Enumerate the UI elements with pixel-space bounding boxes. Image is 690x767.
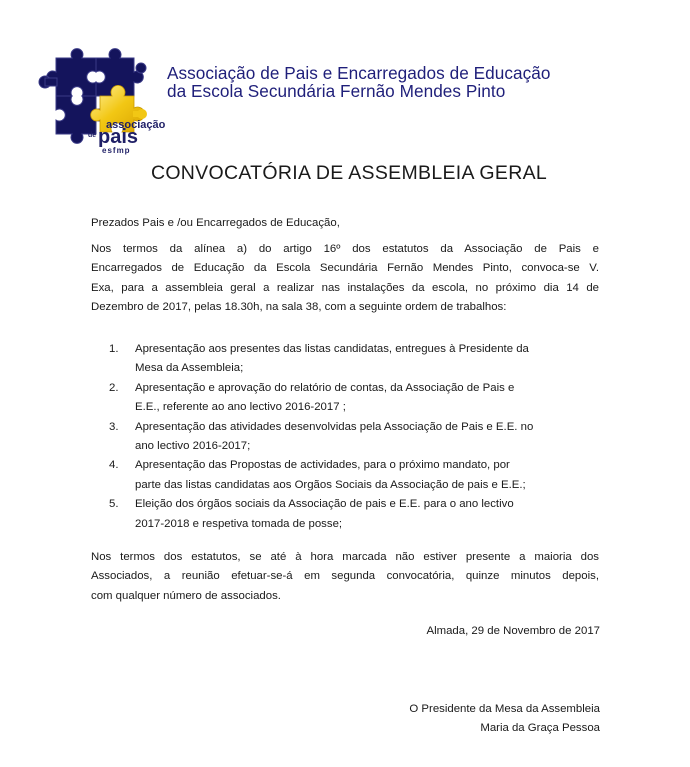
agenda-item-number: 4. — [109, 459, 119, 472]
place-date: Almada, 29 de Novembro de 2017 — [426, 625, 600, 637]
agenda-item-number: 2. — [109, 381, 119, 394]
organization-name-line2: da Escola Secundária Fernão Mendes Pinto — [167, 81, 506, 101]
intro-line: Nos termos da alínea a) do artigo 16º dos estatutos da Associação de Pais e — [91, 243, 599, 255]
agenda-item-text: Apresentação e aprovação do relatório de contas, da Associação de Pais e — [135, 381, 515, 394]
document-title: CONVOCATÓRIA DE ASSEMBLEIA GERAL — [150, 162, 548, 184]
organization-name-line1: Associação de Pais e Encarregados de Educação — [167, 63, 551, 83]
logo-text-associacao: associação — [106, 119, 166, 131]
signature-role: O Presidente da Mesa da Assembleia — [409, 703, 600, 715]
intro-line: Dezembro de 2017, pelas 18.30h, na sala 38, com a seguinte ordem de trabalhos: — [91, 301, 507, 314]
intro-line: Encarregados de Educação da Escola Secundária Fernão Mendes Pinto, convoca-se V. — [91, 262, 599, 275]
agenda-item-text: E.E., referente ao ano lectivo 2016-2017 ; — [135, 401, 346, 414]
organization-name — [167, 64, 617, 100]
closing-paragraph — [91, 548, 599, 606]
agenda-list — [107, 340, 607, 534]
agenda-item-number: 3. — [109, 420, 119, 433]
agenda-item-number: 1. — [109, 343, 119, 355]
logo-text-pais: pais — [98, 126, 139, 148]
agenda-item-text: ano lectivo 2016-2017; — [135, 440, 251, 453]
intro-paragraph — [91, 240, 599, 318]
agenda-item-text: Apresentação aos presentes das listas candidatas, entregues à Presidente da — [135, 343, 529, 355]
agenda-item-text: Eleição dos órgãos sociais da Associação de pais e E.E. para o ano lectivo — [135, 498, 514, 511]
agenda-item-number: 5. — [109, 498, 119, 511]
closing-line: com qualquer número de associados. — [91, 589, 281, 602]
puzzle-logo-icon — [38, 44, 166, 156]
agenda-item-text: 2017-2018 e respetiva tomada de posse; — [135, 517, 343, 530]
logo-text-esfmp: esfmp — [102, 146, 131, 155]
agenda-item — [107, 379, 607, 418]
agenda-item-text: parte das listas candidatas aos Orgãos Sociais da Associação de pais e E.E.; — [135, 478, 526, 491]
agenda-item-text: Apresentação das Propostas de actividades, para o próximo mandato, por — [135, 459, 510, 472]
agenda-item — [107, 340, 607, 379]
salutation: Prezados Pais e /ou Encarregados de Educação, — [91, 217, 340, 229]
agenda-item — [107, 456, 607, 495]
association-logo — [38, 44, 166, 156]
signature-name: Maria da Graça Pessoa — [480, 722, 600, 734]
signature-block — [409, 700, 600, 738]
agenda-item-text: Mesa da Assembleia; — [135, 362, 244, 375]
agenda-item — [107, 495, 607, 534]
agenda-item — [107, 418, 607, 457]
intro-line: Exa, para a assembleia geral a realizar nas instalações da escola, no próximo dia 14 de — [91, 281, 599, 294]
closing-line: Associados, a reunião efetuar-se-á em segunda convocatória, quinze minutos depois, — [91, 570, 599, 583]
logo-text-de: de — [88, 132, 97, 139]
closing-line: Nos termos dos estatutos, se até à hora marcada não estiver presente a maioria dos — [91, 551, 599, 563]
agenda-item-text: Apresentação das atividades desenvolvidas pela Associação de Pais e E.E. no — [135, 420, 534, 433]
